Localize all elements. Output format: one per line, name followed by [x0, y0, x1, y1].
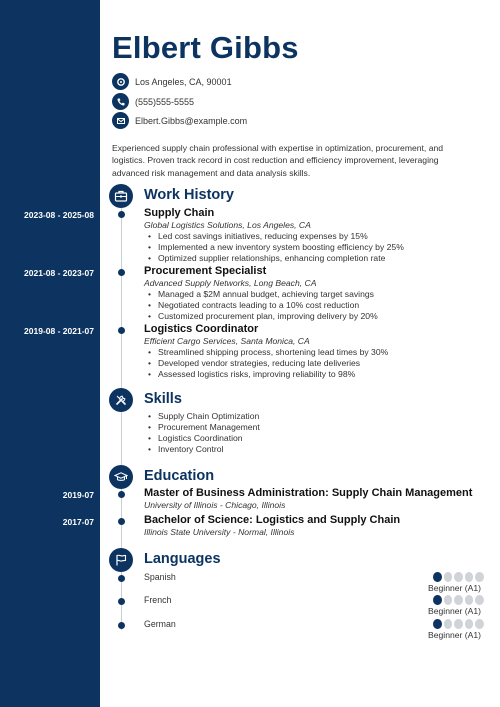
proficiency-dot-filled: [433, 595, 442, 605]
job-bullet: • Implemented a new inventory system boosting efficiency by 25%: [144, 242, 484, 253]
timeline-dot: [118, 518, 125, 525]
language-level: Beginner (A1): [428, 583, 482, 593]
proficiency-dot-empty: [444, 619, 453, 629]
job-bullet: • Developed vendor strategies, reducing late deliveries: [144, 358, 484, 369]
phone-icon: [112, 93, 129, 110]
proficiency-dot-empty: [475, 572, 484, 582]
proficiency-dot-empty: [444, 572, 453, 582]
proficiency-dots: [433, 619, 484, 629]
language-level: Beginner (A1): [428, 630, 482, 640]
timeline-dot: [118, 575, 125, 582]
job-entry: [144, 265, 484, 322]
job-bullet: • Assessed logistics risks, improving reliability to 98%: [144, 369, 484, 380]
language-name: German: [144, 619, 176, 629]
language-level: Beginner (A1): [428, 606, 482, 616]
job-bullet: • Customized procurement plan, improving delivery by 20%: [144, 311, 484, 322]
proficiency-dot-empty: [465, 572, 474, 582]
proficiency-dot-empty: [454, 572, 463, 582]
envelope-icon: [112, 112, 129, 129]
skills-list: [144, 411, 260, 455]
section-title-languages: Languages: [144, 551, 221, 567]
proficiency-dot-empty: [465, 595, 474, 605]
briefcase-icon: [109, 184, 133, 208]
job-bullet: • Optimized supplier relationships, enhancing completion rate: [144, 253, 484, 264]
job-bullet: • Negotiated contracts leading to a 10% cost reduction: [144, 300, 484, 311]
section-title-work-history: Work History: [144, 187, 234, 203]
timeline-dot: [118, 598, 125, 605]
proficiency-dot-empty: [454, 595, 463, 605]
language-rating: [428, 572, 484, 593]
job-title: Logistics Coordinator: [144, 323, 259, 335]
skill-item: • Logistics Coordination: [144, 433, 260, 444]
address-text: Los Angeles, CA, 90001: [135, 76, 232, 87]
contact-email: [112, 112, 247, 129]
job-company: Global Logistics Solutions, Los Angeles, CA: [144, 220, 311, 230]
proficiency-dot-filled: [433, 619, 442, 629]
language-name: French: [144, 595, 172, 605]
job-dates: 2019-08 - 2021-07: [24, 326, 94, 336]
location-pin-icon: [112, 73, 129, 90]
timeline-dot: [118, 622, 125, 629]
graduation-cap-icon: [109, 465, 133, 489]
contact-address: [112, 73, 232, 90]
skill-item: • Supply Chain Optimization: [144, 411, 260, 422]
section-title-skills: Skills: [144, 391, 182, 407]
job-dates: 2023-08 - 2025-08: [24, 210, 94, 220]
proficiency-dot-empty: [444, 595, 453, 605]
proficiency-dot-empty: [475, 619, 484, 629]
education-date: 2017-07: [62, 517, 94, 527]
degree-title: Bachelor of Science: Logistics and Supply Chain: [144, 514, 401, 526]
job-company: Advanced Supply Networks, Long Beach, CA: [144, 278, 317, 288]
job-title: Supply Chain: [144, 207, 215, 219]
job-title: Procurement Specialist: [144, 265, 267, 277]
proficiency-dot-empty: [465, 619, 474, 629]
tools-icon: [109, 388, 133, 412]
school-name: University of Illinois - Chicago, Illinois: [144, 500, 286, 510]
professional-summary: Experienced supply chain professional with expertise in optimization, procurement, and logistics. Proven track record in cost reduction and efficiency improvement, leveraging advanced risk management and data analysis skills.: [112, 143, 444, 178]
language-rating: [428, 595, 484, 616]
education-date: 2019-07: [62, 490, 94, 500]
language-name: Spanish: [144, 572, 176, 582]
job-bullet: • Led cost savings initiatives, reducing expenses by 15%: [144, 231, 484, 242]
proficiency-dots: [433, 572, 484, 582]
phone-text: (555)555-5555: [135, 96, 195, 107]
timeline-dot: [118, 269, 125, 276]
education-entry: [144, 487, 484, 511]
language-rating: [428, 619, 484, 640]
job-company: Efficient Cargo Services, Santa Monica, CA: [144, 336, 310, 346]
skill-item: • Procurement Management: [144, 422, 260, 433]
proficiency-dot-empty: [454, 619, 463, 629]
email-text[interactable]: Elbert.Gibbs@example.com: [135, 115, 248, 126]
timeline-dot: [118, 327, 125, 334]
contact-phone: [112, 93, 194, 110]
degree-title: Master of Business Administration: Supply Chain Management: [144, 487, 473, 499]
section-title-education: Education: [144, 468, 215, 484]
job-bullet: • Streamlined shipping process, shortening lead times by 30%: [144, 347, 484, 358]
school-name: Illinois State University - Normal, Illinois: [144, 527, 295, 537]
job-bullet: • Managed a $2M annual budget, achieving target savings: [144, 289, 484, 300]
job-entry: [144, 207, 484, 264]
flag-icon: [109, 548, 133, 572]
proficiency-dots: [433, 595, 484, 605]
proficiency-dot-filled: [433, 572, 442, 582]
timeline-dot: [118, 491, 125, 498]
timeline-dot: [118, 211, 125, 218]
education-entry: [144, 514, 484, 538]
job-dates: 2021-08 - 2023-07: [24, 268, 94, 278]
candidate-name: Elbert Gibbs: [112, 30, 299, 65]
left-sidebar: [0, 0, 100, 707]
proficiency-dot-empty: [475, 595, 484, 605]
skill-item: • Inventory Control: [144, 444, 260, 455]
job-entry: [144, 323, 484, 380]
